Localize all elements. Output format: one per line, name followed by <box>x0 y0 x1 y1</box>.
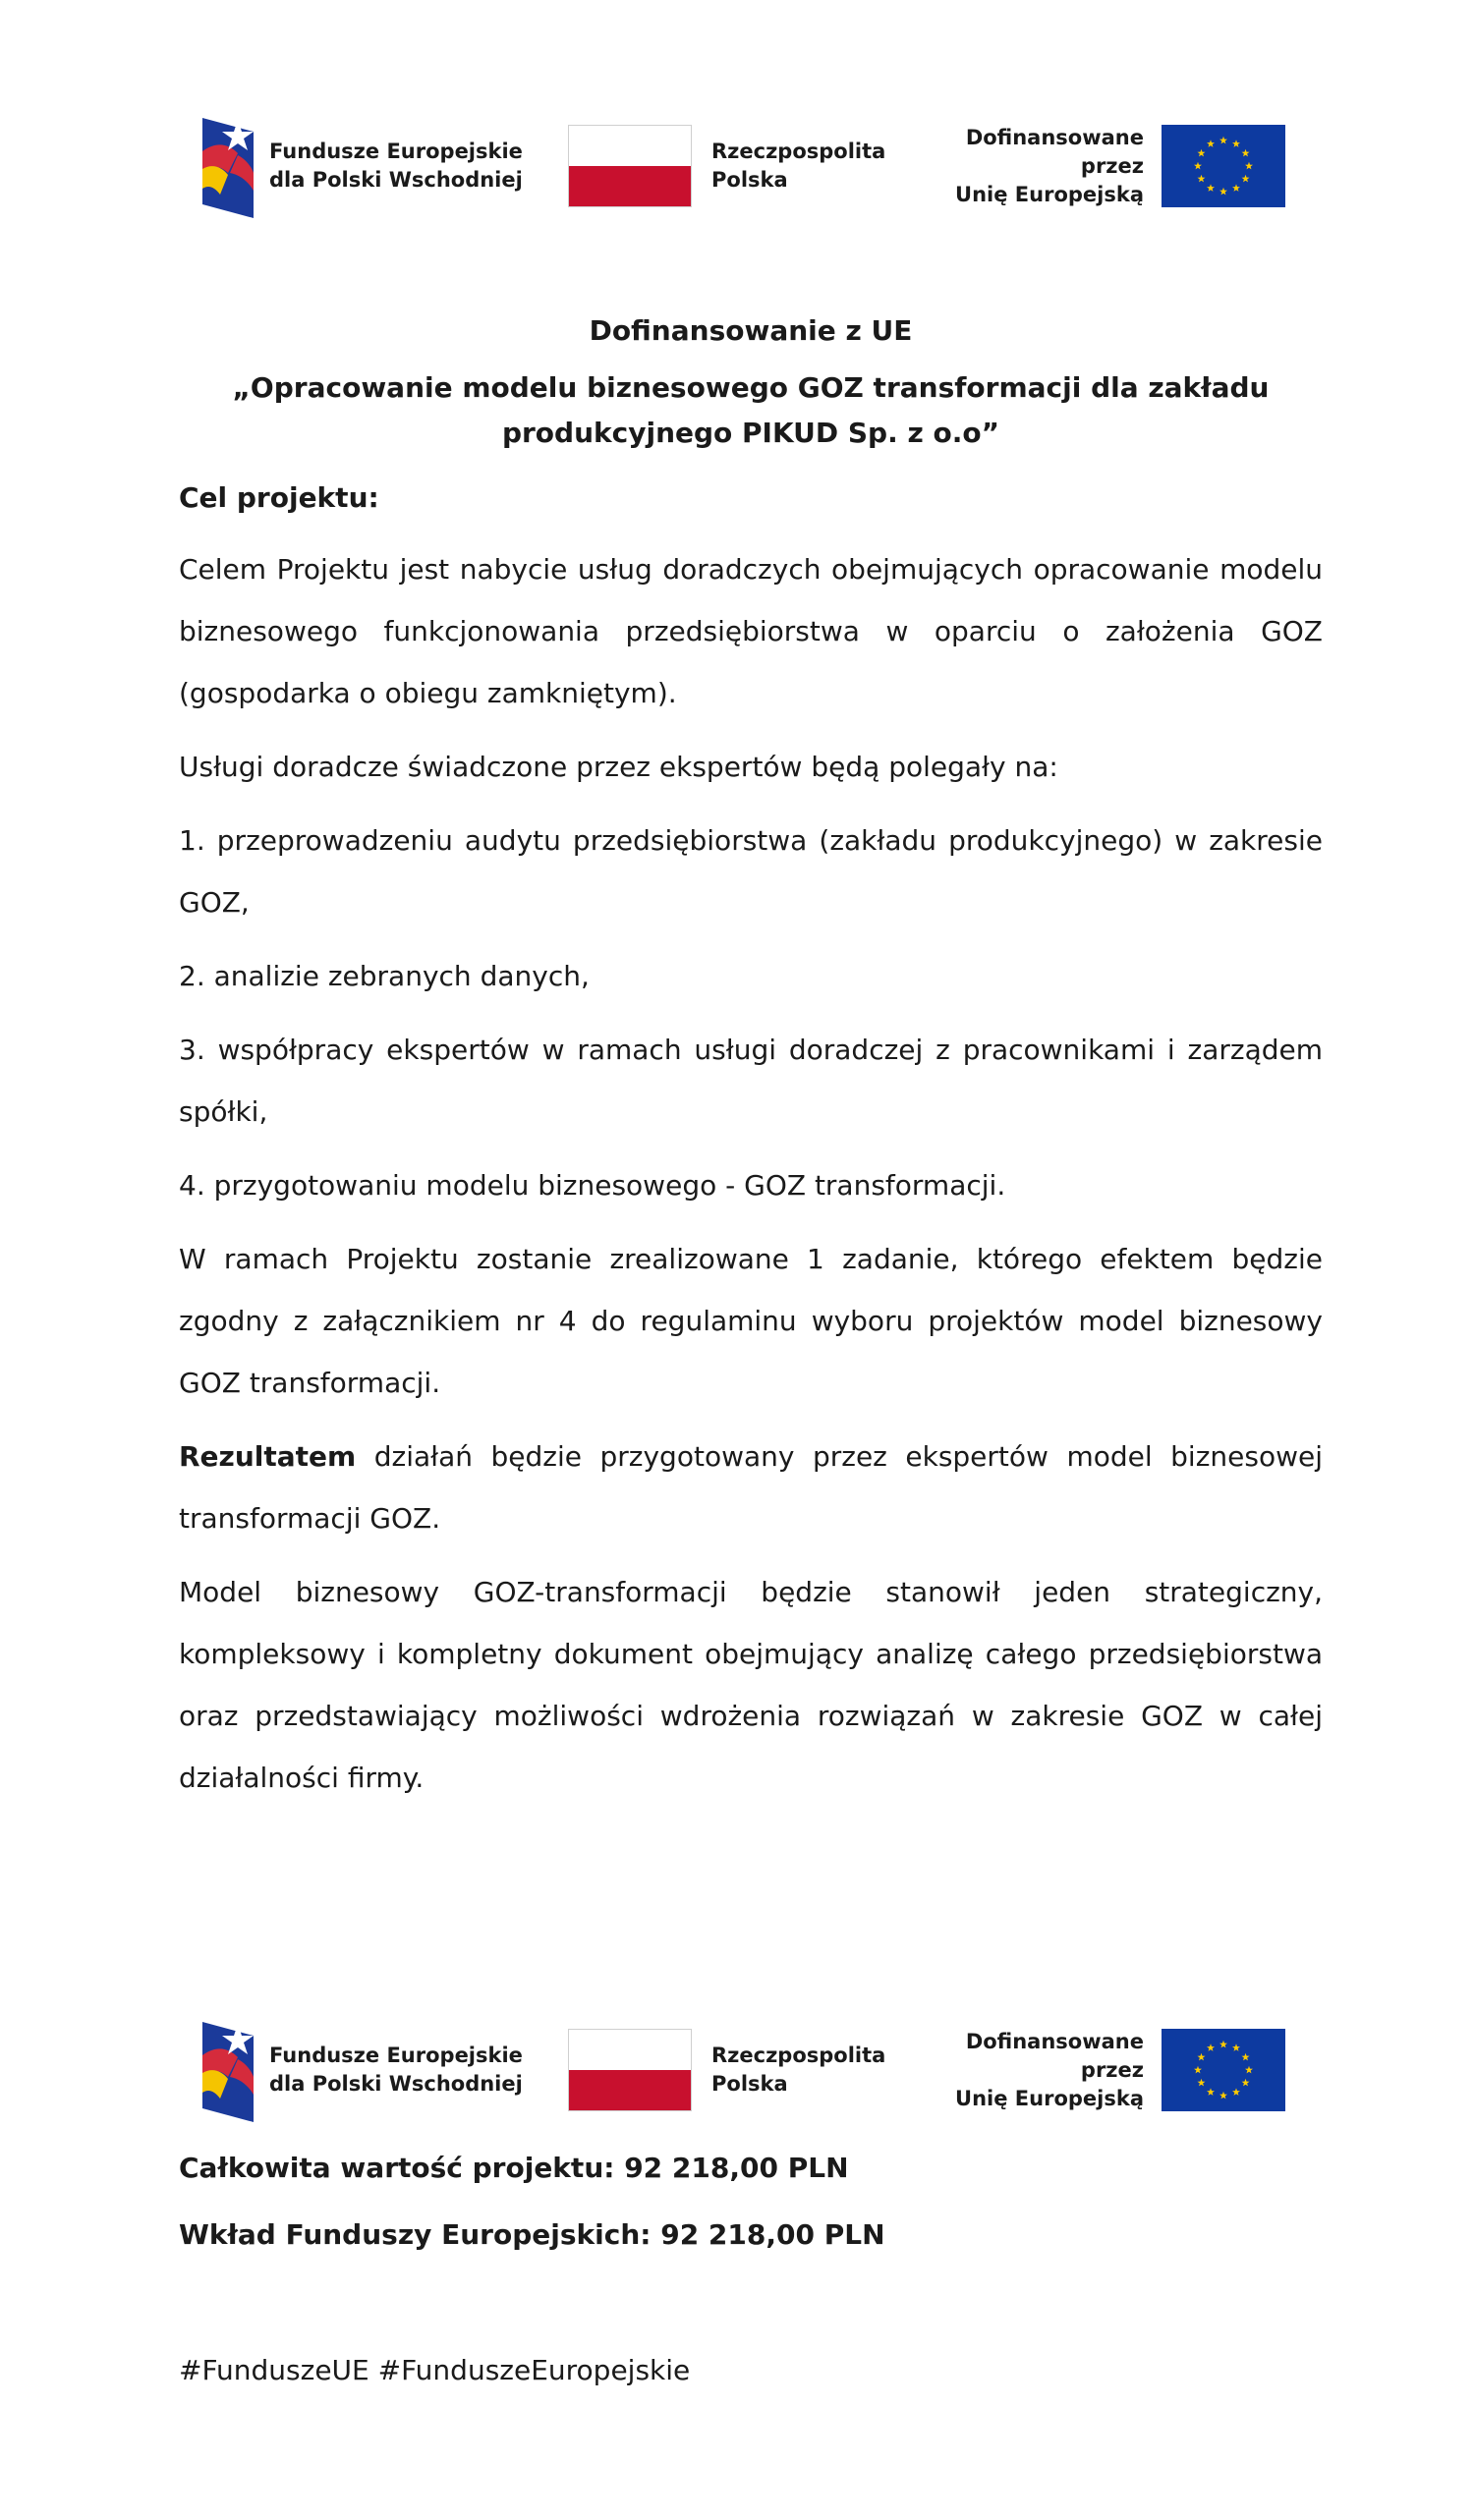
fe-line-1: Fundusze Europejskie <box>269 140 523 163</box>
logo-bar-bottom <box>198 2016 1299 2124</box>
rzeczpospolita-label <box>711 2042 898 2099</box>
ue-line-2: Unię Europejską <box>955 182 1144 206</box>
ue-line-1: Dofinansowane przez <box>965 125 1144 178</box>
heading-funding: Dofinansowanie z UE <box>589 314 913 347</box>
project-title <box>179 365 1323 456</box>
ue-line-1: Dofinansowane przez <box>965 2029 1144 2082</box>
list-item-1: 1. przeprowadzeniu audytu przedsiębiorstwa (zakładu produkcyjnego) w zakresie GOZ, <box>179 824 1323 919</box>
result-bold: Rezultatem <box>179 1440 357 1473</box>
polish-flag-icon <box>568 125 692 207</box>
total-value: Całkowita wartość projektu: 92 218,00 PLN <box>179 2152 849 2184</box>
goal-title: Cel projektu: <box>179 481 379 514</box>
fe-line-1: Fundusze Europejskie <box>269 2044 523 2067</box>
list-item-4: 4. przygotowaniu modelu biznesowego - GOZ transformacji. <box>179 1169 1006 1202</box>
project-title-line-1: „Opracowanie modelu biznesowego GOZ transformacji dla zakładu <box>232 371 1270 404</box>
result-rest: działań będzie przygotowany przez ekspertów model biznesowej transformacji GOZ. <box>179 1440 1323 1535</box>
dofinansowane-label <box>898 124 1144 209</box>
main-content <box>179 295 1323 1809</box>
dofinansowane-label <box>898 2028 1144 2113</box>
rp-line-2: Polska <box>711 168 788 192</box>
paragraph-services-intro: Usługi doradcze świadczone przez ekspertów będą polegały na: <box>179 751 1058 783</box>
fundusze-europejskie-logo-icon <box>198 2016 255 2124</box>
ue-line-2: Unię Europejską <box>955 2086 1144 2110</box>
eu-flag-icon <box>1162 2029 1285 2111</box>
fe-line-2: dla Polski Wschodniej <box>269 168 523 192</box>
list-item-3: 3. współpracy ekspertów w ramach usługi doradczej z pracownikami i zarządem spółki, <box>179 1034 1323 1128</box>
list-item-2: 2. analizie zebranych danych, <box>179 960 590 992</box>
fe-line-2: dla Polski Wschodniej <box>269 2072 523 2096</box>
fundusze-europejskie-logo-icon <box>198 112 255 220</box>
hashtags: #FunduszeUE #FunduszeEuropejskie <box>179 2354 691 2386</box>
paragraph-result <box>179 1426 1323 1549</box>
paragraph-model: Model biznesowy GOZ-transformacji będzie stanowił jeden strategiczny, kompleksowy i kompletny dokument obejmujący analizę całego przedsiębiorstwa oraz przedstawiający możliwości wdrożenia rozwiązań w zakresie GOZ w całej działalności firmy. <box>179 1576 1323 1794</box>
eu-flag-icon <box>1162 125 1285 207</box>
fundusze-europejskie-label <box>269 138 525 195</box>
rp-line-2: Polska <box>711 2072 788 2096</box>
project-title-line-2: produkcyjnego PIKUD Sp. z o.o” <box>501 417 1000 449</box>
logo-bar-top <box>198 112 1299 220</box>
eu-contribution: Wkład Funduszy Europejskich: 92 218,00 PLN <box>179 2218 885 2251</box>
fundusze-europejskie-label <box>269 2042 525 2099</box>
polish-flag-icon <box>568 2029 692 2111</box>
project-summary <box>179 2146 1323 2279</box>
rp-line-1: Rzeczpospolita <box>711 2044 886 2067</box>
paragraph-task: W ramach Projektu zostanie zrealizowane 1 zadanie, którego efektem będzie zgodny z załącznikiem nr 4 do regulaminu wyboru projektów model biznesowy GOZ transformacji. <box>179 1243 1323 1399</box>
rzeczpospolita-label <box>711 138 898 195</box>
rp-line-1: Rzeczpospolita <box>711 140 886 163</box>
paragraph-goal: Celem Projektu jest nabycie usług doradczych obejmujących opracowanie modelu biznesowego funkcjonowania przedsiębiorstwa w oparciu o założenia GOZ (gospodarka o obiegu zamkniętym). <box>179 553 1323 709</box>
